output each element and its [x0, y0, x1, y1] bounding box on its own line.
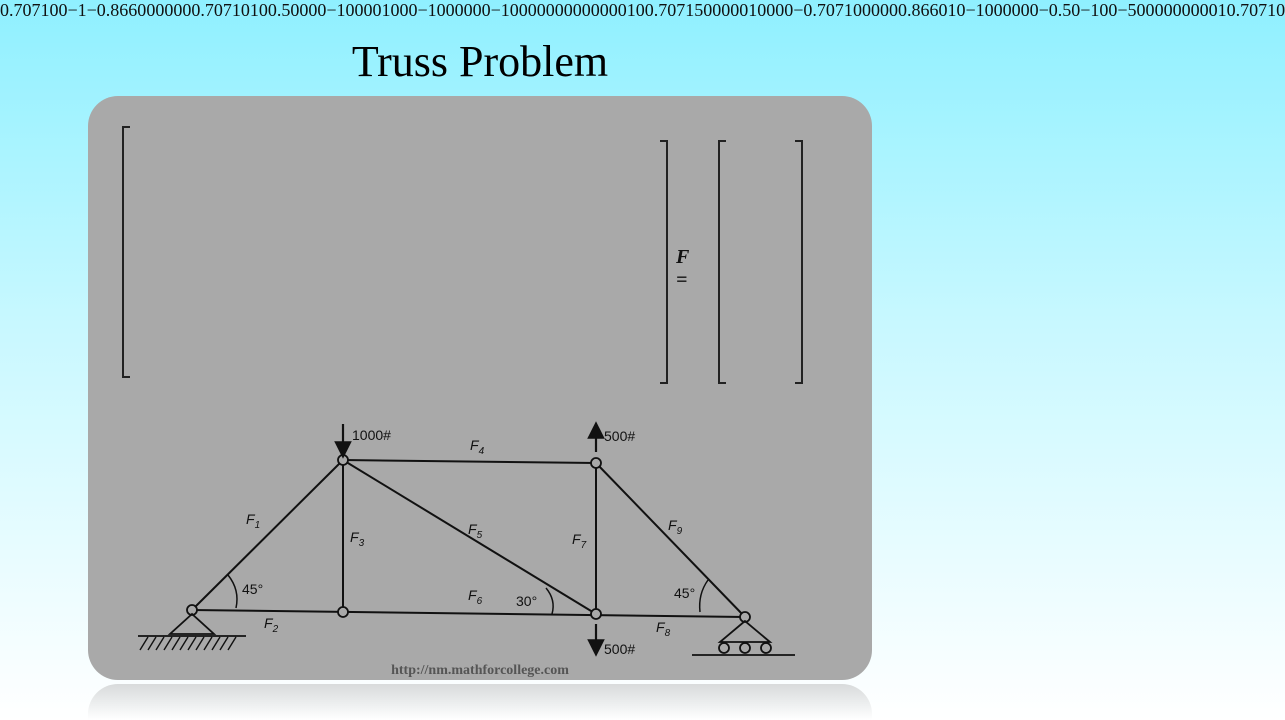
matrix-cell: 0	[1011, 0, 1021, 20]
matrix-cell: 0	[290, 0, 300, 20]
matrix-cell: −0.7071	[793, 0, 853, 20]
matrix-cell: 0	[390, 0, 400, 20]
matrix-cell: 0	[258, 0, 268, 20]
matrix-cell: 0	[436, 0, 446, 20]
matrix-cell: −1	[67, 0, 87, 20]
matrix-cell: 1	[748, 0, 758, 20]
F-vector-cell: −1000	[326, 0, 373, 20]
matrix-cell: 0	[739, 0, 749, 20]
matrix-cell: 0	[1163, 0, 1173, 20]
matrix-cell: 0	[554, 0, 564, 20]
matrix-cell: 1	[626, 0, 636, 20]
matrix-cell: 0	[1020, 0, 1030, 20]
matrix-cell: 0	[572, 0, 582, 20]
F-vector-cell: 0	[182, 0, 192, 20]
matrix-cell: 0	[155, 0, 165, 20]
matrix-cell: 0	[1199, 0, 1209, 20]
label-F8: $F_8$	[656, 619, 671, 639]
matrix-cell: 0	[146, 0, 156, 20]
matrix-cell: 0.8660	[897, 0, 948, 20]
F-vector-cell: 0	[993, 0, 1003, 20]
matrix-cell: 0	[766, 0, 776, 20]
matrix-cell: 0	[518, 0, 528, 20]
matrix-cell: 0	[1181, 0, 1191, 20]
matrix-cell: 1	[947, 0, 957, 20]
angle-label-45-left: 45°	[242, 581, 264, 597]
matrix-cell: 0	[879, 0, 889, 20]
F-vector-cell: 0	[463, 0, 473, 20]
matrix-cell: 0	[49, 0, 59, 20]
matrix-cell: 0	[399, 0, 409, 20]
matrix-cell: 0	[164, 0, 174, 20]
matrix-cell: −1	[417, 0, 437, 20]
matrix-cell: 1	[1217, 0, 1227, 20]
member-F2-F6-F8	[192, 610, 745, 617]
matrix-cell: 0	[984, 0, 994, 20]
matrix-cell: 0	[1071, 0, 1081, 20]
angle-arc-left-icon	[228, 575, 237, 608]
load-label-1000: 1000#	[352, 427, 391, 443]
node-top-right	[591, 458, 601, 468]
matrix-cell: 0	[1108, 0, 1118, 20]
matrix-cell: 0	[299, 0, 309, 20]
angle-arc-right-icon	[700, 580, 708, 612]
node-top-left	[338, 455, 348, 465]
matrix-cell: 0	[581, 0, 591, 20]
angle-label-45-right: 45°	[674, 585, 696, 601]
matrix-cell: 0	[1190, 0, 1200, 20]
matrix-cell: 0	[956, 0, 966, 20]
slide-title: Truss Problem	[351, 37, 609, 86]
matrix-cell: −1	[965, 0, 985, 20]
matrix-cell: 0.7071	[1226, 0, 1277, 20]
member-F1	[192, 460, 343, 610]
matrix-cell: 0	[870, 0, 880, 20]
matrix-cell: 0	[1002, 0, 1012, 20]
matrix-cell: 1	[249, 0, 259, 20]
node-bottom-right	[591, 609, 601, 619]
F-vector-cell: 500	[694, 0, 722, 20]
matrix-cell: −0.5	[1038, 0, 1072, 20]
matrix-cell: 0	[1172, 0, 1182, 20]
matrix-cell: −1	[1080, 0, 1100, 20]
matrix-cell: 0	[240, 0, 250, 20]
angle-label-30: 30°	[516, 593, 538, 609]
matrix-cell: 0	[527, 0, 537, 20]
matrix-cell: 1	[381, 0, 391, 20]
matrix-cell: 0	[372, 0, 382, 20]
matrix-cell: 0	[635, 0, 645, 20]
matrix-cell: 0	[509, 0, 519, 20]
matrix-cell: 0	[861, 0, 871, 20]
matrix-cell: 0.5	[267, 0, 291, 20]
load-label-500-bottom: 500#	[604, 641, 636, 657]
matrix-cell: 0	[617, 0, 627, 20]
matrix-cell: 0	[1208, 0, 1218, 20]
matrix-cell: 0	[599, 0, 609, 20]
matrix-cell: 0	[481, 0, 491, 20]
F-vector-cell: −500	[1117, 0, 1155, 20]
matrix-cell: 0	[545, 0, 555, 20]
label-F9: $F_9$	[668, 517, 683, 537]
label-F2: $F_2$	[264, 615, 279, 635]
matrix-cell: 0	[1029, 0, 1039, 20]
F-label: F =	[676, 246, 689, 291]
roller-support-icon	[692, 621, 795, 655]
label-F1: $F_1$	[246, 511, 261, 531]
matrix-cell: −1	[490, 0, 510, 20]
member-F9	[596, 463, 745, 617]
matrix-cell: 0	[784, 0, 794, 20]
matrix-cell: 0	[308, 0, 318, 20]
F-vector-cell: 0	[1276, 0, 1285, 20]
label-F5: $F_5$	[468, 521, 483, 541]
matrix-cell: 0	[408, 0, 418, 20]
node-bottom-mid	[338, 607, 348, 617]
matrix-cell: 0.7071	[191, 0, 241, 20]
label-F3: $F_3$	[350, 529, 365, 549]
matrix-cell: 0	[775, 0, 785, 20]
matrix-cell: 0	[454, 0, 464, 20]
matrix-cell: 0	[1154, 0, 1164, 20]
matrix-cell: 0	[590, 0, 600, 20]
matrix-cell: 0.7071	[644, 0, 695, 20]
load-label-500-top: 500#	[604, 428, 636, 444]
matrix-cell: 0	[58, 0, 68, 20]
matrix-cell: 0	[721, 0, 731, 20]
matrix-cell: 0	[536, 0, 546, 20]
matrix-cell: 0	[888, 0, 898, 20]
matrix-cell: 0	[757, 0, 767, 20]
member-F4	[343, 460, 596, 463]
matrix-cell: 0	[445, 0, 455, 20]
matrix-cell: 0	[317, 0, 327, 20]
matrix-cell: 0	[1099, 0, 1109, 20]
matrix-cell: 0	[730, 0, 740, 20]
source-url: http://nm.mathforcollege.com	[391, 663, 569, 678]
label-F6: $F_6$	[468, 587, 483, 607]
matrix-cell: 0.7071	[0, 0, 50, 20]
pin-support-icon	[138, 614, 246, 650]
matrix-cell: 0	[173, 0, 183, 20]
matrix-cell: 0	[608, 0, 618, 20]
label-F7: $F_7$	[572, 531, 587, 551]
F-vector-cell: 0	[852, 0, 862, 20]
matrix-cell: 0	[472, 0, 482, 20]
angle-arc-mid-icon	[546, 588, 553, 614]
label-F4: $F_4$	[470, 437, 485, 457]
F-vector-cell: 0	[563, 0, 573, 20]
matrix-cell: −0.8660	[86, 0, 147, 20]
